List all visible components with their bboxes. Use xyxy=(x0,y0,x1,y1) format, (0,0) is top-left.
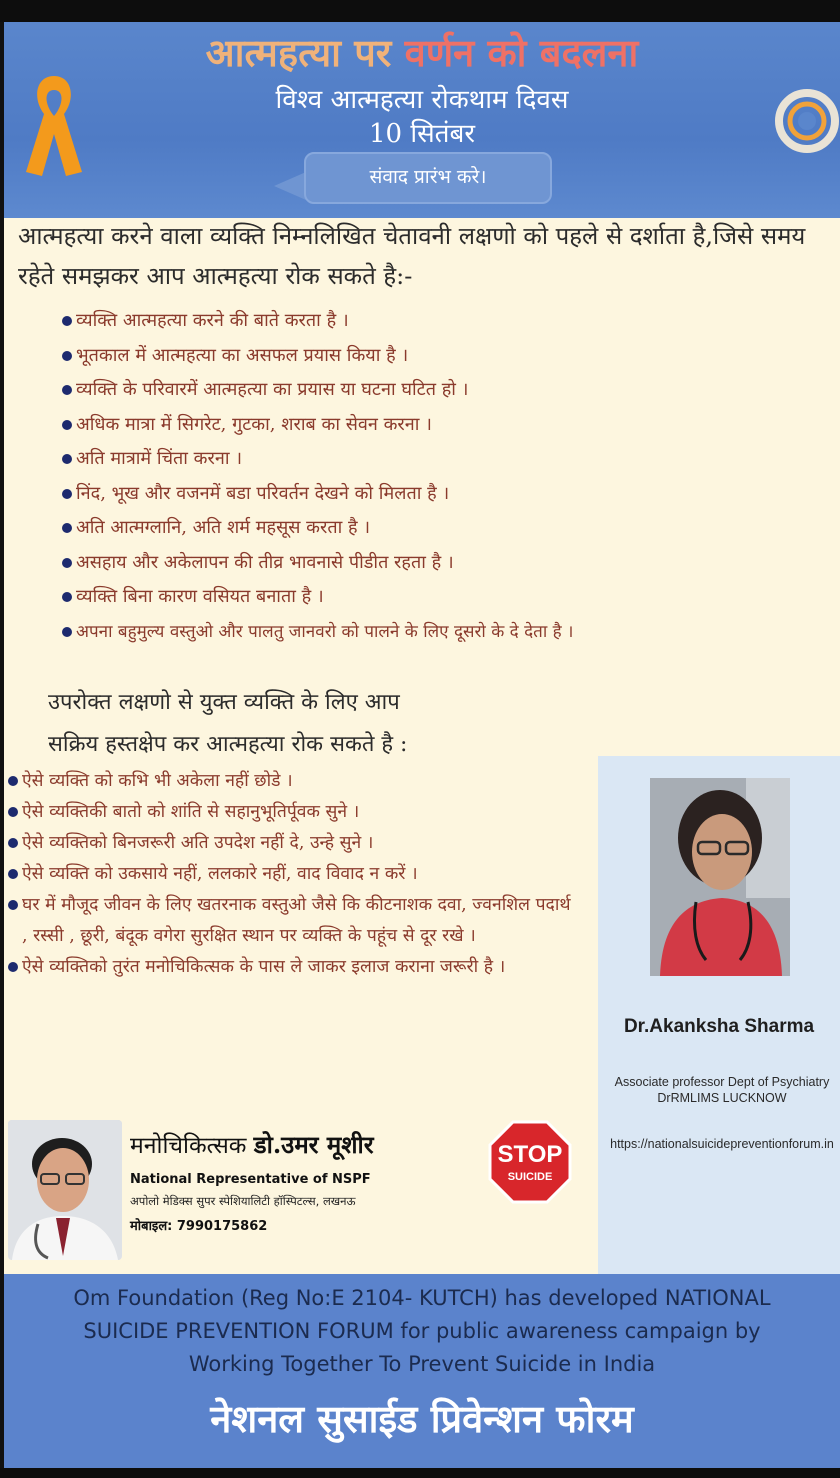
header-title xyxy=(4,26,840,78)
list-item: ऐसे व्यक्ति को उकसाये नहीं, ललकारे नहीं, वाद विवाद न करें । xyxy=(8,859,578,890)
list-item: ऐसे व्यक्तिकी बातो को शांति से सहानुभूतिर्पूवक सुने । xyxy=(8,797,578,828)
intro-text: आत्महत्या करने वाला व्यक्ति निम्नलिखित चेतावनी लक्षणो को पहले से दर्शाता है,जिसे समय रहेते समझकर आप आत्महत्या रोक सकते है:- xyxy=(18,222,806,290)
header-title-part1: आत्महत्या पर xyxy=(205,30,405,75)
help-heading-line1: उपरोक्त लक्षणो से युक्त व्यक्ति के लिए आप xyxy=(48,690,400,715)
doctor-role: Associate professor Dept of Psychiatry DrRMLIMS LUCKNOW xyxy=(614,1075,830,1105)
help-heading-line2: सक्रिय हस्तक्षेप कर आत्महत्या रोक सकते है : xyxy=(48,732,408,757)
doctor2-portrait-image xyxy=(8,1120,122,1260)
header-date: 10 सितंबर xyxy=(369,119,475,149)
footer-banner xyxy=(4,1274,840,1468)
bottom-black-bar xyxy=(0,1468,840,1478)
help-list xyxy=(8,766,578,983)
forum-url: https://nationalsuicidepreventionforum.in xyxy=(610,1137,834,1151)
doctor2-name: डो.उमर मूशीर xyxy=(253,1130,374,1159)
list-item: व्यक्ति के परिवारमें आत्महत्या का प्रयास या घटना घटित हो । xyxy=(62,373,574,408)
list-item: अपना बहुमुल्य वस्तुओ और पालतु जानवरो को पालने के लिए दूसरो के दे देता है । xyxy=(62,615,574,650)
doctor-card xyxy=(598,756,840,1280)
stop-badge-line2: SUICIDE xyxy=(507,1171,553,1183)
list-item: अधिक मात्रा में सिगरेट, गुटका, शराब का सेवन करना । xyxy=(62,408,574,443)
top-black-bar xyxy=(0,0,840,22)
header-title-part2: वर्णन को बदलना xyxy=(404,30,639,75)
doctor2-title xyxy=(130,1128,374,1161)
list-item: असहाय और अकेलापन की तीव्र भावनासे पीडीत रहता है । xyxy=(62,546,574,581)
list-item: अति आत्मग्लानि, अति शर्म महसूस करता है । xyxy=(62,511,574,546)
list-item: भूतकाल में आत्महत्या का असफल प्रयास किया है । xyxy=(62,339,574,374)
warning-signs-list xyxy=(62,304,574,649)
speech-bubble: संवाद प्रारंभ करे। xyxy=(304,152,552,204)
header-banner xyxy=(4,22,840,218)
stop-badge-line1: STOP xyxy=(497,1141,563,1168)
footer-english-text: Om Foundation (Reg No:E 2104- KUTCH) has developed NATIONAL SUICIDE PREVENTION FORUM for public awareness campaign by Working Together To Prevent Suicide in India xyxy=(73,1286,771,1376)
list-item: ऐसे व्यक्तिको तुरंत मनोचिकित्सक के पास ले जाकर इलाज कराना जरूरी है । xyxy=(8,952,578,983)
doctor2-phone: मोबाइल: 7990175862 xyxy=(130,1219,268,1234)
list-item: अति मात्रामें चिंता करना । xyxy=(62,442,574,477)
speech-bubble-tail xyxy=(274,172,306,200)
doctor2-representative: National Representative of NSPF xyxy=(130,1172,371,1187)
semicolon-logo-icon xyxy=(772,86,840,156)
list-item: ऐसे व्यक्ति को कभि भी अकेला नहीं छोडे । xyxy=(8,766,578,797)
list-item: व्यक्ति आत्महत्या करने की बाते करता है । xyxy=(62,304,574,339)
doctor-name: Dr.Akanksha Sharma xyxy=(623,1016,815,1037)
help-heading xyxy=(48,682,568,766)
poster xyxy=(4,22,840,1468)
list-item: घर में मौजूद जीवन के लिए खतरनाक वस्तुओ जैसे कि कीटनाशक दवा, ज्वनशिल पदार्थ , रस्सी , छूरी, बंदूक वगेरा सुरक्षित स्थान पर व्यक्ति के पहूंच से दूर रखे । xyxy=(8,890,578,952)
doctor2-photo xyxy=(8,1120,122,1260)
doctor-photo xyxy=(650,778,790,976)
doctor-portrait-image xyxy=(650,778,790,976)
list-item: व्यक्ति बिना कारण वसियत बनाता है । xyxy=(62,580,574,615)
header-subtitle: विश्व आत्महत्या रोकथाम दिवस xyxy=(275,85,569,115)
stop-suicide-icon xyxy=(488,1120,572,1204)
doctor2-hospital: अपोलो मेडिक्स सुपर स्पेशियालिटी हॉस्पिटल्स, लखनऊ xyxy=(130,1194,356,1208)
list-item: ऐसे व्यक्तिको बिनजरूरी अति उपदेश नहीं दे, उन्हे सुने । xyxy=(8,828,578,859)
footer-hindi-title: नेशनल सुसाईड प्रिवेन्शन फोरम xyxy=(210,1396,634,1441)
doctor2-label: मनोचिकित्सक xyxy=(130,1133,254,1159)
list-item: निंद, भूख और वजनमें बडा परिवर्तन देखने को मिलता है । xyxy=(62,477,574,512)
